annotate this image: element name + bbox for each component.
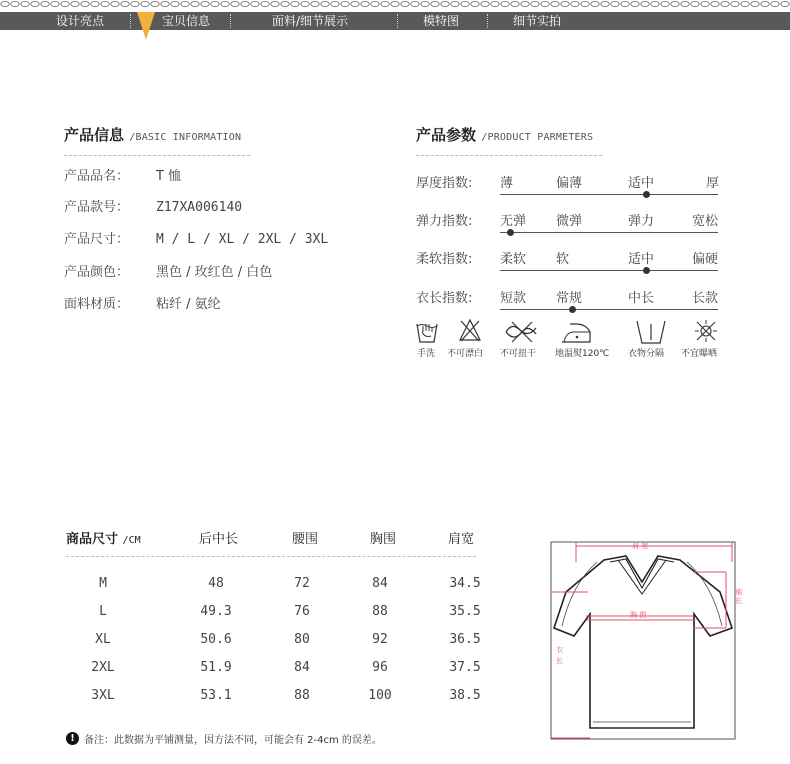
nav-separator	[230, 14, 231, 28]
info-row-colors: 产品颜色： 黑色 / 玫红色 / 白色	[64, 265, 273, 280]
param-selected-dot	[643, 267, 650, 274]
measurement-cell: 34.5	[449, 576, 481, 591]
measurement-cell: 36.5	[449, 632, 481, 647]
param-option: 偏硬	[692, 252, 719, 267]
care-icons-row	[414, 316, 754, 346]
sleeve-length-label: 袖长	[735, 588, 742, 605]
no-wring-icon	[506, 322, 536, 342]
info-row-material: 面料材质： 粘纤 / 氨纶	[64, 297, 221, 312]
chest-label: 胸 围	[630, 611, 647, 619]
measurement-cell: 84	[372, 576, 388, 591]
divider	[64, 155, 250, 156]
care-label-no-wring: 不可扭干	[500, 349, 537, 359]
col-header-back-length: 后中长	[199, 532, 239, 547]
measurement-cell: 92	[372, 632, 388, 647]
param-selected-dot	[569, 306, 576, 313]
section-nav-bar	[0, 12, 790, 30]
care-label-wash-separately: 衣物分隔	[628, 349, 665, 359]
care-label-hand-wash: 手洗	[417, 349, 436, 359]
tab-design-highlights[interactable]: 设计亮点	[56, 14, 105, 28]
param-option: 弹力	[628, 214, 655, 229]
param-option: 厚	[706, 176, 720, 191]
measurement-cell: 84	[294, 660, 310, 675]
info-row-style-number: 产品款号： Z17XA006140	[64, 200, 243, 215]
nav-separator	[397, 14, 398, 28]
param-option: 常规	[556, 291, 583, 306]
measurement-cell: 88	[372, 604, 388, 619]
measurement-cell: 38.5	[449, 688, 481, 703]
nav-separator	[487, 14, 488, 28]
measurement-cell: 72	[294, 576, 310, 591]
tab-fabric-details[interactable]: 面料/细节展示	[272, 14, 349, 28]
t-shirt-icon	[554, 556, 732, 728]
nav-separator	[130, 14, 131, 28]
shoulder-width-label: 肩 宽	[632, 542, 649, 550]
param-label: 厚度指数:	[416, 176, 473, 191]
col-header-chest: 胸围	[370, 532, 397, 547]
measurement-cell: 50.6	[200, 632, 232, 647]
param-scale-line	[500, 270, 718, 271]
measurement-cell: 49.3	[200, 604, 232, 619]
size-cell: 3XL	[91, 688, 115, 703]
col-header-shoulder: 肩宽	[448, 532, 475, 547]
size-cell: M	[99, 576, 107, 591]
param-scale-line	[500, 232, 718, 233]
param-selected-dot	[507, 229, 514, 236]
info-row-sizes: 产品尺寸： M / L / XL / 2XL / 3XL	[64, 232, 329, 247]
measurement-cell: 88	[294, 688, 310, 703]
measurement-cell: 96	[372, 660, 388, 675]
info-row-name: 产品品名： T 恤	[64, 169, 182, 184]
param-option: 无弹	[500, 214, 527, 229]
no-sun-icon	[695, 320, 717, 342]
param-option: 软	[556, 252, 570, 267]
product-params-heading: 产品参数 /PRODUCT PARMETERS	[416, 126, 594, 144]
active-tab-marker-icon	[137, 12, 155, 40]
care-label-no-sun: 不宜曝晒	[681, 349, 718, 359]
care-label-no-bleach: 不可漂白	[447, 349, 484, 359]
no-bleach-icon	[460, 320, 480, 341]
size-cell: L	[99, 604, 107, 619]
body-length-label: 衣长	[556, 646, 563, 665]
wash-separately-icon	[637, 321, 665, 343]
divider	[66, 556, 476, 557]
col-header-waist: 腰围	[292, 532, 319, 547]
measurement-cell: 48	[208, 576, 224, 591]
measurement-cell: 37.5	[449, 660, 481, 675]
tab-product-info[interactable]: 宝贝信息	[162, 14, 211, 28]
measurement-cell: 76	[294, 604, 310, 619]
care-label-low-iron: 地温熨120℃	[555, 349, 610, 359]
warning-icon: !	[66, 732, 79, 745]
hand-wash-icon	[417, 324, 437, 342]
low-iron-icon	[562, 324, 590, 342]
param-scale-line	[500, 309, 718, 310]
param-option: 短款	[500, 291, 527, 306]
measurement-cell: 100	[368, 688, 392, 703]
param-label: 衣长指数:	[416, 291, 473, 306]
measurement-cell: 53.1	[200, 688, 232, 703]
tab-model-photos[interactable]: 模特图	[423, 14, 460, 28]
product-info-heading: 产品信息 /BASIC INFORMATION	[64, 126, 242, 144]
param-selected-dot	[643, 191, 650, 198]
param-option: 适中	[628, 252, 655, 267]
measurement-cell: 80	[294, 632, 310, 647]
measurement-cell: 35.5	[449, 604, 481, 619]
param-label: 柔软指数:	[416, 252, 473, 267]
param-option: 柔软	[500, 252, 527, 267]
size-cell: 2XL	[91, 660, 115, 675]
divider	[416, 155, 602, 156]
measurement-cell: 51.9	[200, 660, 232, 675]
size-table-title: 商品尺寸 /CM	[66, 532, 141, 547]
shirt-measurement-diagram	[538, 532, 748, 746]
param-option: 微弹	[556, 214, 583, 229]
param-scale-line	[500, 194, 718, 195]
top-decorative-border	[0, 0, 790, 12]
tab-detail-photos[interactable]: 细节实拍	[513, 14, 562, 28]
param-option: 宽松	[692, 214, 719, 229]
param-option: 适中	[628, 176, 655, 191]
size-cell: XL	[95, 632, 111, 647]
measurement-note: 备注：此数据为平铺测量，因方法不同，可能会有 2-4cm 的误差。	[84, 735, 382, 746]
param-option: 中长	[628, 291, 655, 306]
param-option: 长款	[692, 291, 719, 306]
param-label: 弹力指数:	[416, 214, 473, 229]
param-option: 薄	[500, 176, 514, 191]
param-option: 偏薄	[556, 176, 583, 191]
